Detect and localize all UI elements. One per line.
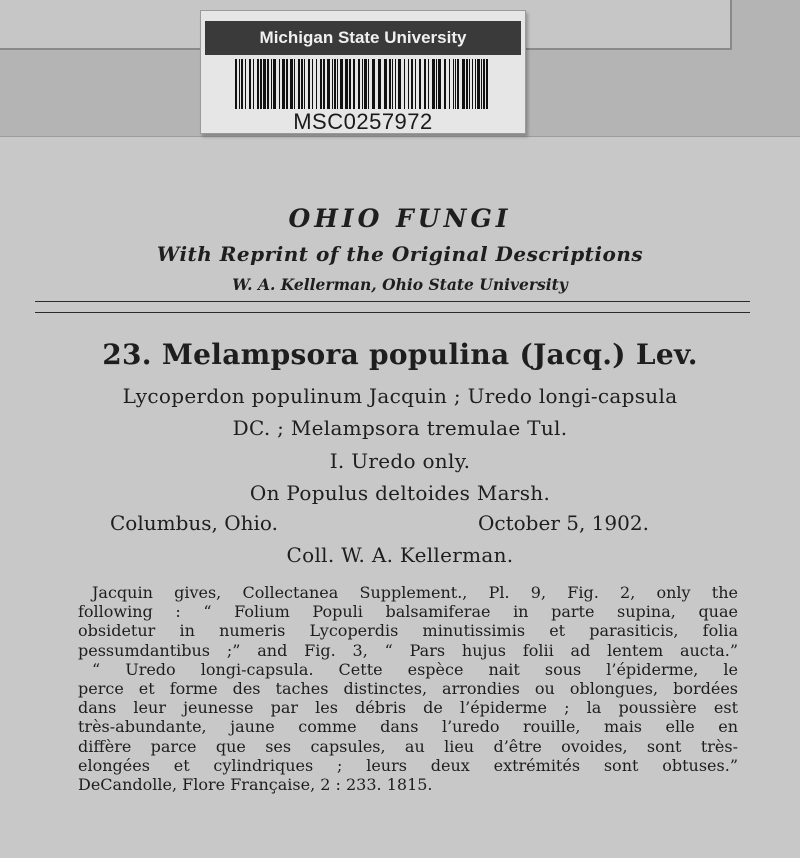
description-line: following : “ Folium Populi balsamiferae in parte supina, quae: [78, 602, 738, 622]
synonyms-line-2: DC. ; Melampsora tremulae Tul.: [232, 416, 568, 440]
description-line: très-abundante, jaune comme dans l’uredo rouille, mais elle en: [78, 717, 738, 737]
description-line: perce et forme des taches distinctes, arrondies ou oblongues, bordées: [78, 679, 738, 699]
description-line: elongées et cylindriques ; leurs deux extrémités sont obtuses.”: [78, 755, 738, 775]
description-line: Jacquin gives, Collectanea Supplement., Pl. 9, Fig. 2, only the: [92, 583, 738, 602]
description-line: pessumdantibus ;” and Fig. 3, “ Pars hujus folii ad lentem aucta.”: [78, 640, 738, 660]
collector: Coll. W. A. Kellerman.: [286, 543, 514, 567]
description-line: obsidetur in numeris Lycoperdis minutissimis et parasiticis, folia: [78, 621, 738, 641]
barcode-number: MSC0257972: [293, 109, 433, 134]
collection-location: Columbus, Ohio.: [110, 511, 278, 535]
page-author: W. A. Kellerman, Ohio State University: [232, 275, 568, 294]
description-line: “ Uredo longi-capsula. Cette espèce nait sous l’épiderme, le: [92, 659, 738, 679]
description-line: diffère parce que ses capsules, au lieu d’être ovoides, sont très-: [78, 736, 738, 756]
barcode-icon: [235, 59, 491, 109]
divider-rule-bottom: [35, 312, 750, 313]
description-line: DeCandolle, Flore Française, 2 : 233. 1815.: [78, 775, 433, 795]
collection-date: October 5, 1902.: [478, 511, 649, 535]
description-text: [78, 583, 738, 794]
barcode-institution: Michigan State University: [205, 21, 521, 55]
synonyms-line-1: Lycoperdon populinum Jacquin ; Uredo longi-capsula: [122, 384, 678, 408]
divider-rule-top: [35, 301, 750, 302]
spore-stage: I. Uredo only.: [329, 449, 471, 473]
description-line: dans leur jeunesse par les débris de l’épiderme ; la poussière est: [78, 698, 738, 718]
host-plant: On Populus deltoides Marsh.: [249, 481, 551, 505]
page-subtitle: With Reprint of the Original Descriptions: [156, 242, 644, 266]
page-title: OHIO FUNGI: [288, 204, 512, 233]
barcode-label: [200, 10, 526, 134]
species-name: 23. Melampsora populina (Jacq.) Lev.: [102, 338, 698, 371]
